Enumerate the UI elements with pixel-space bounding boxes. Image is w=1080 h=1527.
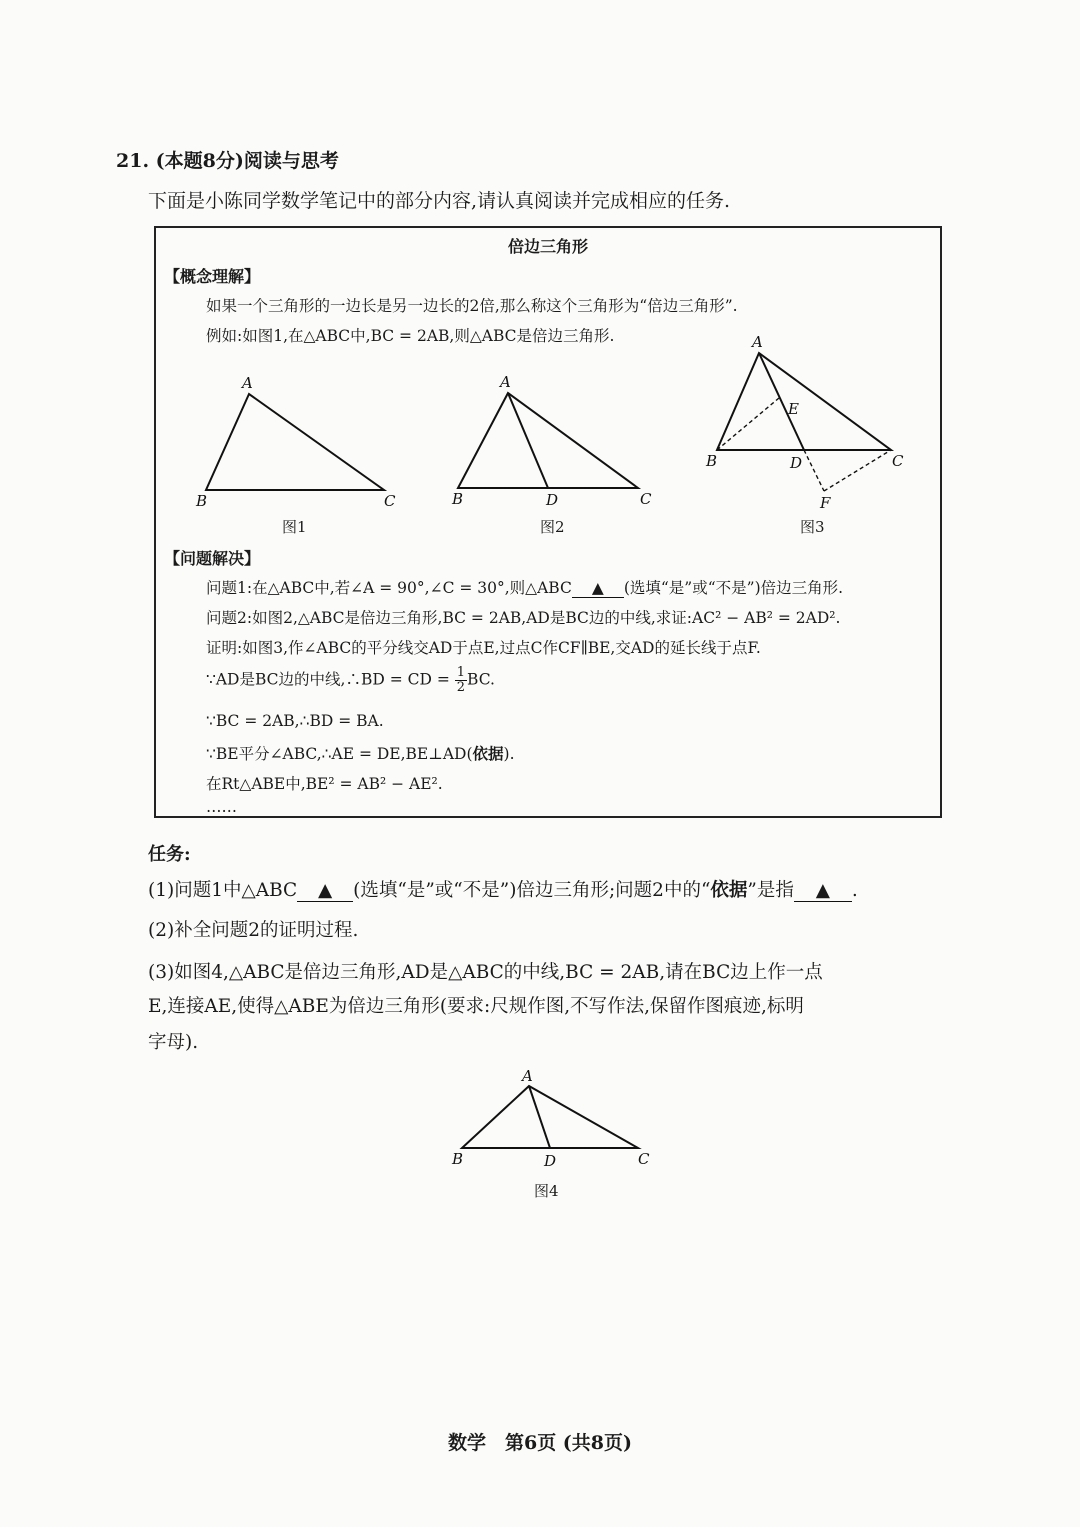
- proof-ellipsis: ……: [206, 798, 237, 816]
- fig2-caption: 图2: [540, 518, 565, 536]
- fraction-denominator: 2: [456, 680, 466, 695]
- question-title: 21. (本题8分)阅读与思考: [116, 150, 339, 172]
- fig2-label-c: C: [640, 490, 652, 508]
- concept-line-2: 例如:如图1,在△ABC中,BC = 2AB,则△ABC是倍边三角形.: [206, 327, 615, 345]
- note-box: [154, 226, 942, 818]
- fig1-label-b: B: [196, 492, 208, 510]
- fig3-label-b: B: [706, 452, 718, 470]
- task-1-blank-2: ▲: [794, 880, 852, 902]
- fig1-caption: 图1: [282, 518, 307, 536]
- task-3-line-2: E,连接AE,使得△ABE为倍边三角形(要求:尺规作图,不写作法,保留作图痕迹,标明: [148, 996, 804, 1017]
- fig4-label-c: C: [638, 1150, 650, 1168]
- proof-step-3-prefix: ∵BE平分∠ABC,∴AE = DE,BE⊥AD(: [206, 745, 473, 763]
- proof-step-2: ∵BC = 2AB,∴BD = BA.: [206, 712, 384, 730]
- fig3-label-f: F: [820, 494, 831, 512]
- fig4-caption: 图4: [534, 1182, 559, 1200]
- tasks-header: 任务:: [148, 844, 191, 865]
- task-1-part-c: ”是指: [747, 880, 794, 901]
- concept-header: 【概念理解】: [164, 267, 261, 286]
- fig4-label-b: B: [452, 1150, 464, 1168]
- problem-1: [206, 576, 843, 598]
- fig3-label-d: D: [790, 454, 803, 472]
- fig1-label-a: A: [242, 374, 253, 392]
- problem-2: 问题2:如图2,△ABC是倍边三角形,BC = 2AB,AD是BC边的中线,求证:AC² − AB² = 2AD².: [206, 609, 841, 627]
- fig1-label-c: C: [384, 492, 396, 510]
- page-footer: 数学 第6页 (共8页): [447, 1432, 633, 1454]
- problem-header: 【问题解决】: [164, 549, 261, 568]
- fig2-label-a: A: [500, 373, 511, 391]
- task-3-line-1: (3)如图4,△ABC是倍边三角形,AD是△ABC的中线,BC = 2AB,请在BC边上作一点: [148, 962, 823, 983]
- concept-line-1: 如果一个三角形的一边长是另一边长的2倍,那么称这个三角形为“倍边三角形”.: [206, 297, 738, 315]
- problem-1-suffix: (选填“是”或“不是”)倍边三角形.: [623, 579, 844, 597]
- proof-intro: 证明:如图3,作∠ABC的平分线交AD于点E,过点C作CF∥BE,交AD的延长线于点F.: [206, 639, 761, 657]
- task-1-part-a: (1)问题1中△ABC: [148, 880, 298, 901]
- fraction-half: [455, 666, 467, 695]
- task-2: (2)补全问题2的证明过程.: [148, 920, 359, 941]
- proof-step-3-bold: 依据: [472, 744, 504, 763]
- fig2-label-b: B: [452, 490, 464, 508]
- figure-4: [440, 1068, 670, 1178]
- fig3-label-a: A: [752, 333, 763, 351]
- problem-1-prefix: 问题1:在△ABC中,若∠A = 90°,∠C = 30°,则△ABC: [206, 579, 572, 597]
- proof-step-1: [206, 666, 495, 695]
- question-intro: 下面是小陈同学数学笔记中的部分内容,请认真阅读并完成相应的任务.: [148, 190, 731, 212]
- proof-step-3: [206, 742, 515, 764]
- task-1-part-d: .: [851, 880, 858, 901]
- task-1-blank-1: ▲: [297, 880, 353, 902]
- figure-1: [195, 374, 396, 510]
- fig4-label-a: A: [522, 1067, 533, 1085]
- proof-step-4: 在Rt△ABE中,BE² = AB² − AE².: [206, 775, 443, 793]
- task-1: [148, 876, 858, 902]
- proof-step-1-suffix: BC.: [467, 670, 495, 689]
- problem-1-blank: ▲: [572, 579, 624, 598]
- fig4-label-d: D: [544, 1152, 557, 1170]
- proof-step-3-suffix: ).: [503, 745, 515, 763]
- fig2-label-d: D: [546, 491, 559, 509]
- task-3-line-3: 字母).: [148, 1032, 199, 1053]
- task-1-bold: 依据: [710, 880, 748, 901]
- fig3-caption: 图3: [800, 518, 825, 536]
- proof-step-1-prefix: ∵AD是BC边的中线,∴BD = CD =: [206, 670, 450, 689]
- note-title: 倍边三角形: [507, 237, 588, 256]
- figure-3: [705, 333, 904, 512]
- fig3-label-e: E: [788, 400, 799, 418]
- fraction-numerator: 1: [456, 665, 466, 680]
- fig3-label-c: C: [892, 452, 904, 470]
- figure-2: [451, 373, 652, 509]
- task-1-part-b: (选填“是”或“不是”)倍边三角形;问题2中的“: [353, 880, 711, 901]
